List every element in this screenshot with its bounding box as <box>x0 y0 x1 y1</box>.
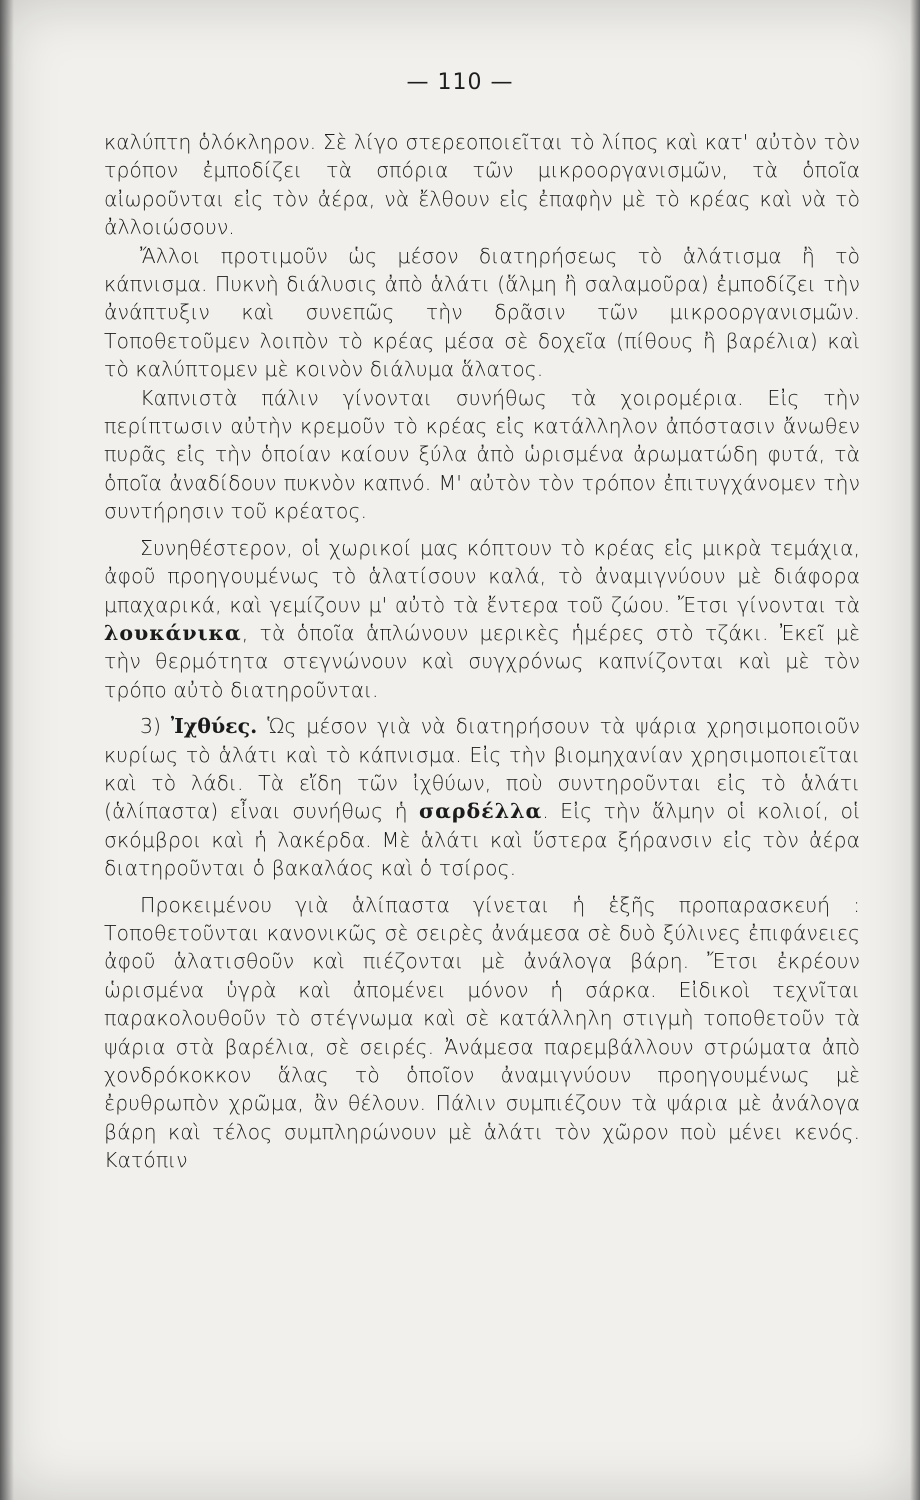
paragraph-3: Καπνιστὰ πάλιν γίνονται συνήθως τὰ χοιρομέρια. Εἰς τὴν περίπτωσιν αὐτὴν κρεμοῦν τὸ κρέας εἰς κατάλληλον ἀπόστασιν ἄνωθεν πυρᾶς εἰς τὴν ὁποίαν καίουν ξύλα ἀπὸ ὡρισμένα ἀρωματώδη φυτά, τὰ ὁποῖα ἀναδίδουν πυκνὸν καπνό. Μ' αὐτὸν τὸν τρόπον ἐπιτυγχάνομεν τὴν συντήρησιν τοῦ κρέατος. <box>104 385 860 524</box>
paragraph-4-after: , τὰ ὁποῖα ἁπλώνουν μερικὲς ἡμέρες στὸ τζάκι. Ἐκεῖ μὲ τὴν θερμότητα στεγνώνουν καὶ συγχρόνως καπνίζονται καὶ μὲ τὸν τρόπο αὐτὸ διατηροῦνται. <box>104 620 860 702</box>
paragraph-5-after: . Εἰς τὴν ἅλμην οἱ κολιοί, οἱ σκόμβροι καὶ ἡ λακέρδα. Μὲ ἁλάτι καὶ ὕστερα ξήρανσιν εἰς τὸν ἀέρα διατηροῦνται ὁ βακαλάος καὶ ὁ τσίρος. <box>104 799 860 881</box>
page-number: — 110 — <box>406 70 514 95</box>
paragraph-1: καλύπτη ὁλόκληρον. Σὲ λίγο στερεοποιεῖται τὸ λίπος καὶ κατ' αὐτὸν τὸν τρόπον ἐμποδίζει τὰ σπόρια τῶν μικροοργανισμῶν, τὰ ὁποῖα αἰωροῦνται εἰς τὸν ἀέρα, νὰ ἔλθουν εἰς ἐπαφὴν μὲ τὸ κρέας καὶ νὰ τὸ ἀλλοιώσουν. <box>104 130 860 240</box>
paragraph-4-before: Συνηθέστερον, οἱ χωρικοί μας κόπτουν τὸ κρέας εἰς μικρὰ τεμάχια, ἀφοῦ προηγουμένως τὸ ἁλατίσουν καλά, τὸ ἀναμιγνύουν μὲ διάφορα μπαχαρικά, καὶ γεμίζουν μ' αὐτὸ τὰ ἔντερα τοῦ ζώου. Ἔτσι γίνονται τὰ <box>104 535 860 617</box>
paragraph-5-fish <box>104 712 860 882</box>
emphasis-loukanika: λουκάνικα <box>104 620 242 645</box>
body-text <box>104 128 860 1175</box>
paragraph-4 <box>104 534 860 704</box>
section-number: 3) <box>140 714 162 739</box>
paragraph-5-before: Ὡς μέσον γιὰ νὰ διατηρήσουν τὰ ψάρια χρησιμοποιοῦν κυρίως τὸ ἁλάτι καὶ τὸ κάπνισμα. Εἰς τὴν βιομηχανίαν χρησιμοποιεῖται καὶ τὸ λάδι. Τὰ εἴδη τῶν ἰχθύων, ποὺ συντηροῦνται εἰς τὸ ἁλάτι (ἁλίπαστα) εἶναι συνήθως ἡ <box>104 714 860 824</box>
emphasis-sardella: σαρδέλλα <box>419 799 543 824</box>
page-edge-shadow-left <box>0 0 14 1500</box>
paragraph-6: Προκειμένου γιὰ ἁλίπαστα γίνεται ἡ ἑξῆς προπαρασκευή : Τοποθετοῦνται κανονικῶς σὲ σειρὲς ἀνάμεσα σὲ δυὸ ξύλινες ἐπιφάνειες ἀφοῦ ἁλατισθοῦν καὶ πιέζονται μὲ ἀνάλογα βάρη. Ἔτσι ἐκρέουν ὡρισμένα ὑγρὰ καὶ ἀπομένει μόνον ἡ σάρκα. Εἰδικοὶ τεχνῖται παρακολουθοῦν τὸ στέγνωμα καὶ σὲ κατάλληλη στιγμὴ τοποθετοῦν τὰ ψάρια στὰ βαρέλια, σὲ σειρές. Ἀνάμεσα παρεμβάλλουν στρώματα ἀπὸ χονδρόκοκκον ἅλας τὸ ὁποῖον ἀναμιγνύουν προηγουμένως μὲ ἐρυθρωπὸν χρῶμα, ἂν θέλουν. Πάλιν συμπιέζουν τὰ ψάρια μὲ ἀνάλογα βάρη καὶ τέλος συμπληρώνουν μὲ ἁλάτι τὸν χῶρον ποὺ μένει κενός. Κατόπιν <box>104 892 860 1173</box>
page-edge-shadow-right <box>910 0 920 1500</box>
section-heading-fish: Ἰχθύες. <box>170 714 258 739</box>
paragraph-2: Ἄλλοι προτιμοῦν ὡς μέσον διατηρήσεως τὸ ἁλάτισμα ἢ τὸ κάπνισμα. Πυκνὴ διάλυσις ἀπὸ ἁλάτι (ἅλμη ἢ σαλαμοῦρα) ἐμποδίζει τὴν ἀνάπτυξιν καὶ συνεπῶς τὴν δρᾶσιν τῶν μικροοργανισμῶν. Τοποθετοῦμεν λοιπὸν τὸ κρέας μέσα σὲ δοχεῖα (πίθους ἢ βαρέλια) καὶ τὸ καλύπτομεν μὲ κοινὸν διάλυμα ἅλατος. <box>104 243 860 382</box>
